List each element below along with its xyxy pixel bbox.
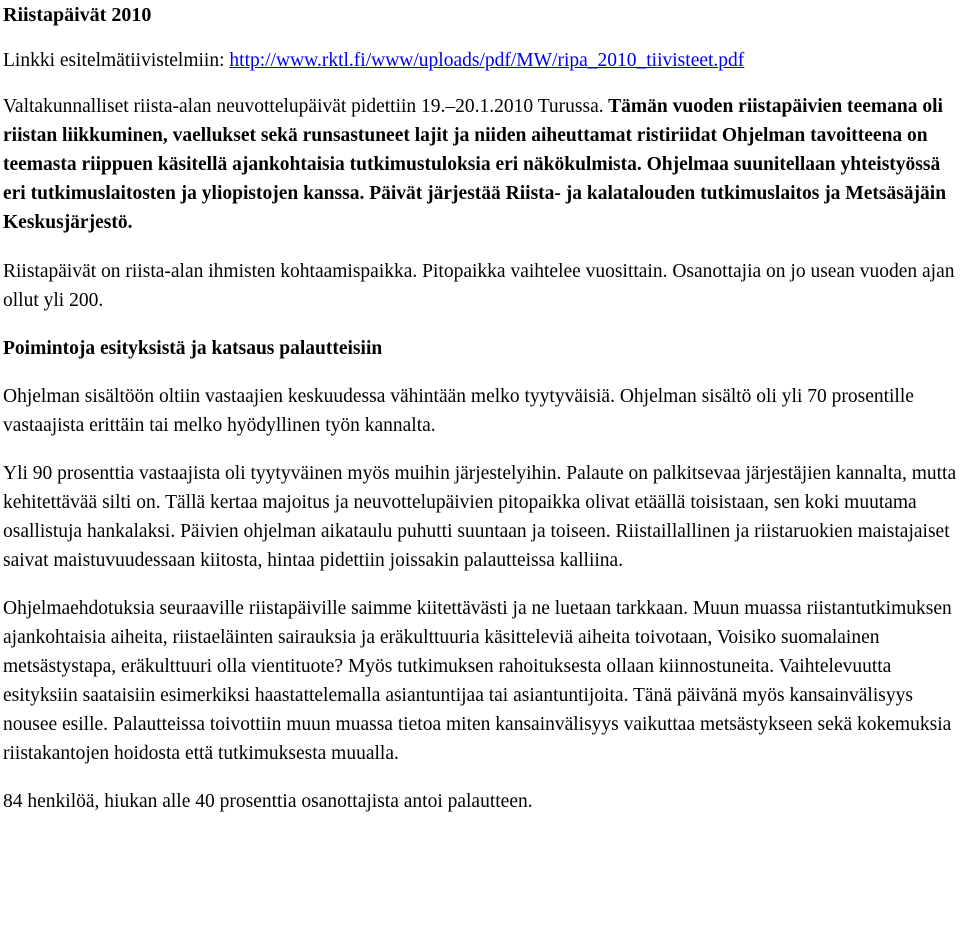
link-prefix: Linkki esitelmätiivistelmiin:: [3, 50, 230, 71]
suggestions-paragraph: Ohjelmaehdotuksia seuraaville riistapäiville saimme kiitettävästi ja ne luetaan tarkkaan. Muun muassa riistantutkimuksen ajankohtaisia aiheita, riistaeläinten sairauksia ja eräkulttuuria käsitteleviä aiheita toivotaan, Voisiko suomalainen metsästystapa, eräkulttuuri olla vientituote? Myös tutkimuksen rahoituksesta ollaan kiinnostuneita. Vaihtelevuutta esityksiin saataisiin esimerkiksi haastattelemalla asiantuntijaa tai asiantuntijoita. Tänä päivänä myös kansainvälisyys nousee esille. Palautteissa toivottiin muun muassa tietoa miten kansainvälisyys vaikuttaa metsästykseen sekä kokemuksia riistakantojen hoidosta että tutkimuksesta muualla.: [3, 598, 952, 764]
intro-bold-text: Tämän vuoden riistapäivien teemana oli riistan liikkuminen, vaellukset sekä runsastuneet lajit ja niiden aiheuttamat ristiriidat Ohjelman tavoitteena on teemasta riippuen käsitellä ajankohtaisia tutkimustuloksia eri näkökulmista. Ohjelmaa suunitellaan yhteistyössä eri tutkimuslaitosten ja yliopistojen kanssa. Päivät järjestää Riista- ja kalatalouden tutkimuslaitos ja Metsäsäjäin Keskusjärjestö.: [3, 96, 947, 233]
intro-plain-text: Valtakunnalliset riista-alan neuvottelupäivät pidettiin 19.–20.1.2010 Turussa.: [3, 96, 604, 117]
abstracts-link[interactable]: http://www.rktl.fi/www/uploads/pdf/MW/ripa_2010_tiivisteet.pdf: [229, 50, 745, 71]
arrangements-paragraph: Yli 90 prosenttia vastaajista oli tyytyväinen myös muihin järjestelyihin. Palaute on palkitsevaa järjestäjien kannalta, mutta kehitettävää silti on. Tällä kertaa majoitus ja neuvottelupäivien pitopaikka olivat etäällä toisistaan, sen koki muutama osallistuja hankalaksi. Päivien ohjelman aikataulu puhutti suuntaan ja toiseen. Riistaillallinen ja riistaruokien maistajaiset saivat maistuvuudessaan kiitosta, hintaa pidettiin joissakin palautteissa kalliina.: [3, 463, 957, 571]
meeting-paragraph: Riistapäivät on riista-alan ihmisten kohtaamispaikka. Pitopaikka vaihtelee vuosittain. Osanottajia on jo usean vuoden ajan ollut yli 200.: [3, 260, 955, 311]
intro-paragraph: [3, 92, 957, 237]
page-title: Riistapäivät 2010: [3, 4, 152, 26]
program-feedback-paragraph: Ohjelman sisältöön oltiin vastaajien keskuudessa vähintään melko tyytyväisiä. Ohjelman sisältö oli yli 70 prosentille vastaajista erittäin tai melko hyödyllinen työn kannalta.: [3, 386, 914, 436]
link-paragraph: [3, 46, 957, 75]
section-heading: Poimintoja esityksistä ja katsaus palautteisiin: [3, 337, 383, 359]
respondents-paragraph: 84 henkilöä, hiukan alle 40 prosenttia osanottajista antoi palautteen.: [3, 791, 533, 812]
